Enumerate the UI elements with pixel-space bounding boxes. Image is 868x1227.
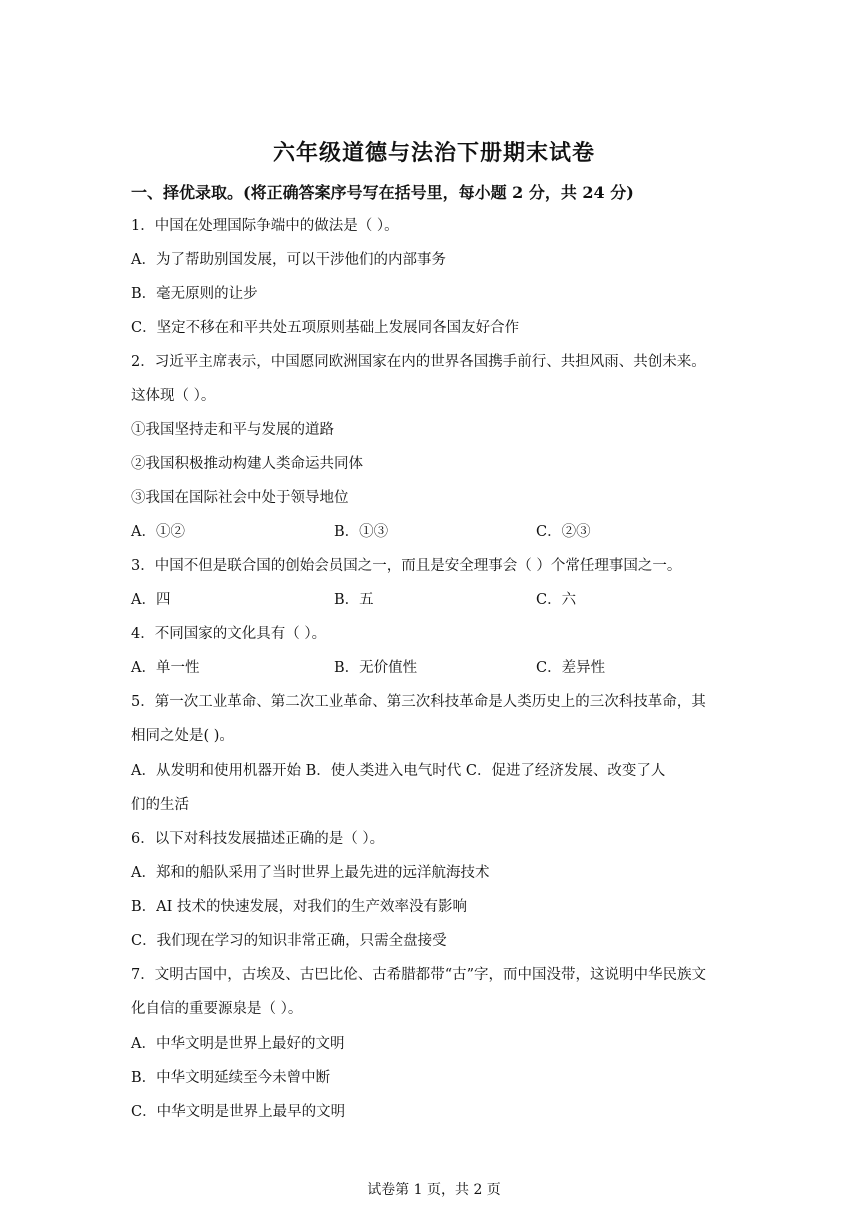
- question-3-option-b: B．五: [334, 592, 374, 608]
- question-7-stem: 7．文明古国中，古埃及、古巴比伦、古希腊都带“古”字，而中国没带，这说明中华民族文: [131, 967, 707, 983]
- question-6-stem: 6．以下对科技发展描述正确的是（ ）。: [131, 831, 385, 847]
- question-5-options-cont: 们的生活: [131, 797, 189, 813]
- question-3-stem: 3．中国不但是联合国的创始会员国之一，而且是安全理事会（ ）个常任理事国之一。: [131, 558, 682, 574]
- question-4-stem: 4．不同国家的文化具有（ ）。: [131, 626, 327, 642]
- question-1-option-b: B．毫无原则的让步: [131, 286, 258, 302]
- question-1-stem: 1．中国在处理国际争端中的做法是（ ）。: [131, 218, 399, 234]
- question-5-stem: 5．第一次工业革命、第二次工业革命、第三次科技革命是人类历史上的三次科技革命，其: [131, 694, 706, 710]
- question-4-option-a: A．单一性: [131, 660, 200, 676]
- question-2-option-c: C．②③: [536, 524, 591, 540]
- question-5-stem-cont: 相同之处是( )。: [131, 728, 234, 744]
- question-3-option-a: A．四: [131, 592, 171, 608]
- question-6-option-a: A．郑和的船队采用了当时世界上最先进的远洋航海技术: [131, 865, 490, 881]
- question-3-option-c: C．六: [536, 592, 577, 608]
- question-2-item-3: ③我国在国际社会中处于领导地位: [131, 490, 349, 506]
- page-footer: 试卷第 1 页，共 2 页: [367, 1182, 501, 1198]
- question-6-option-b: B．AI 技术的快速发展，对我们的生产效率没有影响: [131, 899, 467, 915]
- question-2-item-2: ②我国积极推动构建人类命运共同体: [131, 456, 363, 472]
- section-heading: 一、择优录取。(将正确答案序号写在括号里，每小题 2 分，共 24 分): [131, 183, 634, 202]
- question-7-option-a: A．中华文明是世界上最好的文明: [131, 1036, 345, 1052]
- question-7-option-c: C．中华文明是世界上最早的文明: [131, 1104, 346, 1120]
- question-2-stem: 2．习近平主席表示，中国愿同欧洲国家在内的世界各国携手前行、共担风雨、共创未来。: [131, 354, 706, 370]
- question-4-option-c: C．差异性: [536, 660, 606, 676]
- question-4-option-b: B．无价值性: [334, 660, 418, 676]
- question-1-option-c: C．坚定不移在和平共处五项原则基础上发展同各国友好合作: [131, 320, 520, 336]
- question-2-option-a: A．①②: [131, 524, 185, 540]
- question-2-item-1: ①我国坚持走和平与发展的道路: [131, 422, 334, 438]
- question-1-option-a: A．为了帮助别国发展，可以干涉他们的内部事务: [131, 252, 446, 268]
- question-5-options: A．从发明和使用机器开始 B．使人类进入电气时代 C．促进了经济发展、改变了人: [131, 763, 666, 779]
- question-7-stem-cont: 化自信的重要源泉是（ ）。: [131, 1001, 303, 1017]
- question-6-option-c: C．我们现在学习的知识非常正确，只需全盘接受: [131, 933, 447, 949]
- question-2-stem-cont: 这体现（ ）。: [131, 388, 216, 404]
- question-2-option-b: B．①③: [334, 524, 389, 540]
- question-7-option-b: B．中华文明延续至今未曾中断: [131, 1070, 331, 1086]
- page-title: 六年级道德与法治下册期末试卷: [272, 140, 595, 166]
